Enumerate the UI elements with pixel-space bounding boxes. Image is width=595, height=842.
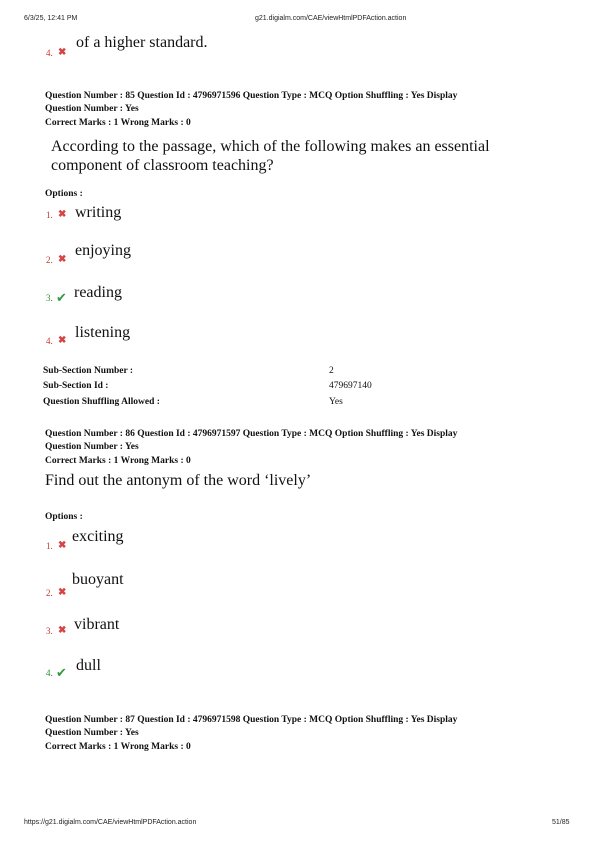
- question-meta: [45, 428, 457, 468]
- option-text: listening: [75, 324, 131, 341]
- options-label: Options :: [45, 512, 83, 522]
- option-text: dull: [76, 657, 101, 674]
- print-url: g21.digialm.com/CAE/viewHtmlPDFAction.action: [255, 15, 407, 22]
- subsection-number-label: Sub-Section Number :: [43, 366, 134, 376]
- question-meta-line: Question Number : Yes: [45, 103, 139, 114]
- question-meta-line: Question Number : Yes: [45, 441, 139, 452]
- cross-icon: ✖: [58, 47, 67, 58]
- question-marks: Correct Marks : 1 Wrong Marks : 0: [45, 742, 191, 752]
- page-number: 51/85: [552, 819, 570, 826]
- cross-icon: ✖: [58, 587, 67, 598]
- option-text: reading: [74, 284, 122, 301]
- question-text-line: component of classroom teaching?: [51, 157, 274, 174]
- option-number: 1.: [46, 210, 53, 220]
- question-meta: [45, 90, 457, 130]
- subsection-id-value: 479697140: [329, 381, 372, 391]
- check-icon: ✔: [56, 290, 67, 305]
- option-item: [44, 528, 344, 552]
- question-text-line: According to the passage, which of the following makes an essential: [51, 138, 490, 155]
- option-number: 2.: [46, 255, 53, 265]
- question-text: Find out the antonym of the word ‘lively’: [45, 472, 312, 489]
- cross-icon: ✖: [58, 540, 67, 551]
- shuffle-allowed-label: Question Shuffling Allowed :: [43, 397, 160, 407]
- cross-icon: ✖: [58, 254, 67, 265]
- question-marks: Correct Marks : 1 Wrong Marks : 0: [45, 118, 191, 128]
- question-meta-line: Question Number : 86 Question Id : 4796971597 Question Type : MCQ Option Shuffling : Yes Display: [45, 429, 458, 439]
- option-number: 3.: [46, 626, 53, 636]
- subsection-number-value: 2: [329, 366, 334, 376]
- footer-url: https://g21.digialm.com/CAE/viewHtmlPDFAction.action: [24, 819, 197, 826]
- option-text: writing: [75, 204, 122, 221]
- option-item: [44, 571, 344, 598]
- option-number: 1.: [46, 541, 53, 551]
- option-number: 4.: [46, 668, 53, 678]
- option-item: [44, 284, 344, 308]
- option-text: buoyant: [72, 571, 124, 588]
- cross-icon: ✖: [58, 625, 67, 636]
- option-item: [44, 616, 344, 640]
- option-item: [44, 657, 344, 681]
- option-number: 3.: [46, 293, 53, 303]
- shuffle-allowed-value: Yes: [329, 397, 343, 407]
- option-item: [44, 204, 344, 228]
- question-text: [51, 137, 490, 175]
- option-item: [44, 324, 344, 348]
- options-label: Options :: [45, 189, 83, 199]
- subsection-id-label: Sub-Section Id :: [43, 381, 109, 391]
- option-item: [44, 34, 344, 58]
- cross-icon: ✖: [58, 335, 67, 346]
- question-meta-line: Question Number : 85 Question Id : 4796971596 Question Type : MCQ Option Shuffling : Yes Display: [45, 91, 458, 101]
- check-icon: ✔: [56, 665, 67, 680]
- option-text: of a higher standard.: [76, 34, 208, 51]
- question-marks: Correct Marks : 1 Wrong Marks : 0: [45, 456, 191, 466]
- print-datetime: 6/3/25, 12:41 PM: [24, 15, 78, 22]
- option-text: enjoying: [75, 242, 131, 259]
- option-number: 2.: [46, 588, 53, 598]
- option-text: exciting: [72, 528, 124, 545]
- cross-icon: ✖: [58, 209, 67, 220]
- question-meta-line: Question Number : 87 Question Id : 4796971598 Question Type : MCQ Option Shuffling : Yes Display: [45, 715, 458, 725]
- question-meta-line: Question Number : Yes: [45, 727, 139, 738]
- option-number: 4.: [46, 48, 53, 58]
- question-meta: [45, 714, 457, 754]
- option-item: [44, 242, 344, 266]
- option-number: 4.: [46, 336, 53, 346]
- option-text: vibrant: [74, 616, 120, 633]
